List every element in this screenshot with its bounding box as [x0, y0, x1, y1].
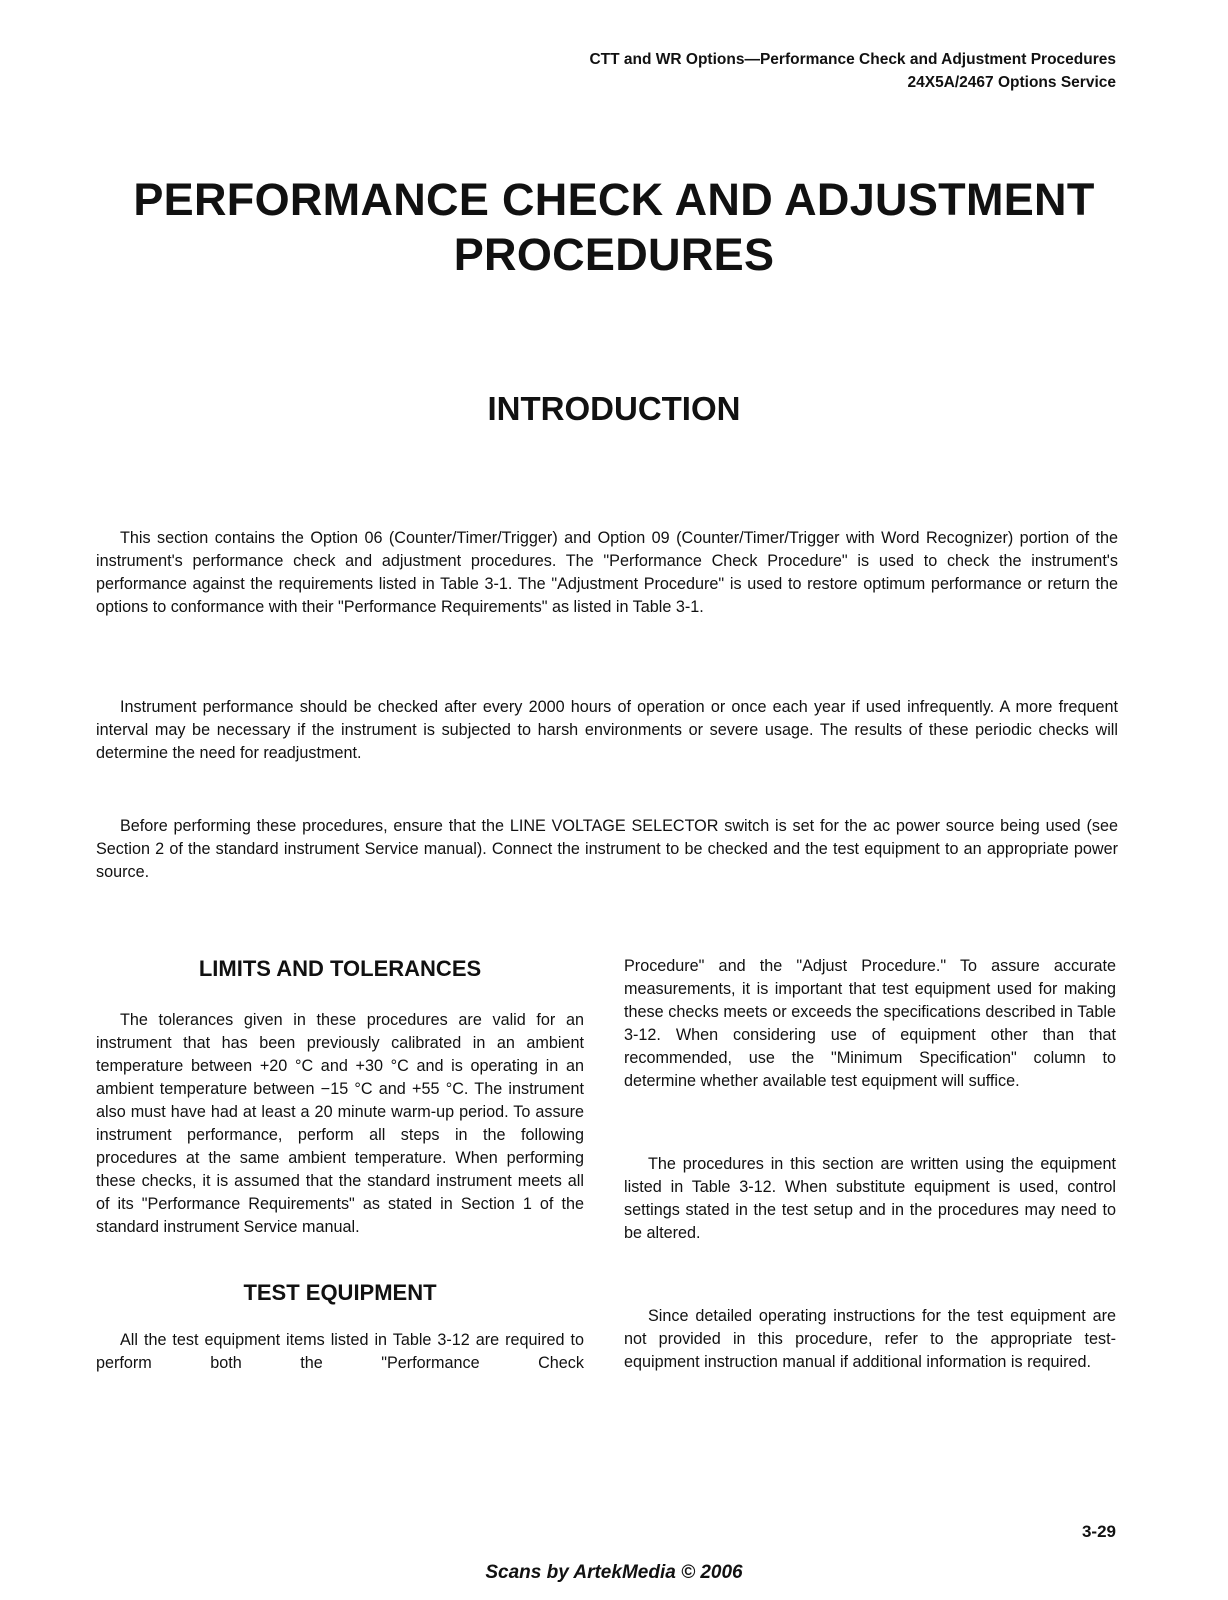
- introduction-heading: INTRODUCTION: [487, 390, 741, 427]
- test-equipment-heading: TEST EQUIPMENT: [243, 1280, 437, 1305]
- test-equipment-paragraph-3: Since detailed operating instructions for the test equipment are not provided in this procedure, refer to the appropriate test-equipment instruction manual if additional information is required.: [624, 1307, 1116, 1371]
- test-equipment-paragraph-continued: Procedure" and the "Adjust Procedure." To assure accurate measurements, it is important that test equipment used for making these checks meets or exceeds the specifications described in Table 3-12. When considering use of equipment other than that recommended, use the "Minimum Specification" column to determine whether available test equipment will suffice.: [624, 957, 1116, 1090]
- left-column: [96, 955, 584, 1375]
- limits-heading: LIMITS AND TOLERANCES: [198, 956, 482, 981]
- scan-credit-footer: Scans by ArtekMedia © 2006: [485, 1562, 743, 1583]
- header-line-1: CTT and WR Options—Performance Check and Adjustment Procedures: [589, 51, 1116, 68]
- right-column: [624, 955, 1116, 1374]
- introduction-paragraph-1-text: This section contains the Option 06 (Counter/Timer/Trigger) and Option 09 (Counter/Timer/Trigger with Word Recognizer) portion of the instrument's performance check and adjustment procedures. The "Performance Check Procedure" is used to check the instrument's performance against the requirements listed in Table 3-1. The "Adjustment Procedure" is used to restore optimum performance or return the options to conformance with their "Performance Requirements" as listed in Table 3-1.: [96, 529, 1118, 616]
- introduction-paragraph-3: [96, 815, 1118, 884]
- introduction-paragraph-2-text: Instrument performance should be checked after every 2000 hours of operation or once each year if used infrequently. A more frequent interval may be necessary if the instrument is subjected to harsh environments or severe usage. The results of these periodic checks will determine the need for readjustment.: [96, 698, 1118, 762]
- running-header: [589, 48, 1116, 94]
- header-line-2: 24X5A/2467 Options Service: [907, 74, 1116, 91]
- title-line-2: PROCEDURES: [453, 229, 775, 280]
- title-line-1: PERFORMANCE CHECK AND ADJUSTMENT: [133, 174, 1095, 225]
- introduction-paragraph-3-text: Before performing these procedures, ensure that the LINE VOLTAGE SELECTOR switch is set for the ac power source being used (see Section 2 of the standard instrument Service manual). Connect the instrument to be checked and the test equipment to an appropriate power source.: [96, 817, 1118, 881]
- limits-paragraph: The tolerances given in these procedures are valid for an instrument that has been previously calibrated in an ambient temperature between +20 °C and +30 °C and is operating in an ambient temperature between −15 °C and +55 °C. The instrument also must have had at least a 20 minute warm-up period. To assure instrument performance, perform all steps in the following procedures at the same ambient temperature. When performing these checks, it is assumed that the standard instrument meets all of its "Performance Requirements" as stated in Section 1 of the standard instrument Service manual.: [96, 1011, 584, 1236]
- page-title: [0, 172, 1228, 282]
- test-equipment-paragraph-2: The procedures in this section are written using the equipment listed in Table 3-12. When substitute equipment is used, control settings stated in the test setup and in the procedures may need to be altered.: [624, 1155, 1116, 1242]
- introduction-paragraph-2: [96, 696, 1118, 765]
- page-number: 3-29: [1081, 1522, 1116, 1541]
- introduction-paragraph-1: [96, 527, 1118, 619]
- test-equipment-paragraph-start: All the test equipment items listed in Table 3-12 are required to perform both the "Performance Check: [96, 1331, 584, 1372]
